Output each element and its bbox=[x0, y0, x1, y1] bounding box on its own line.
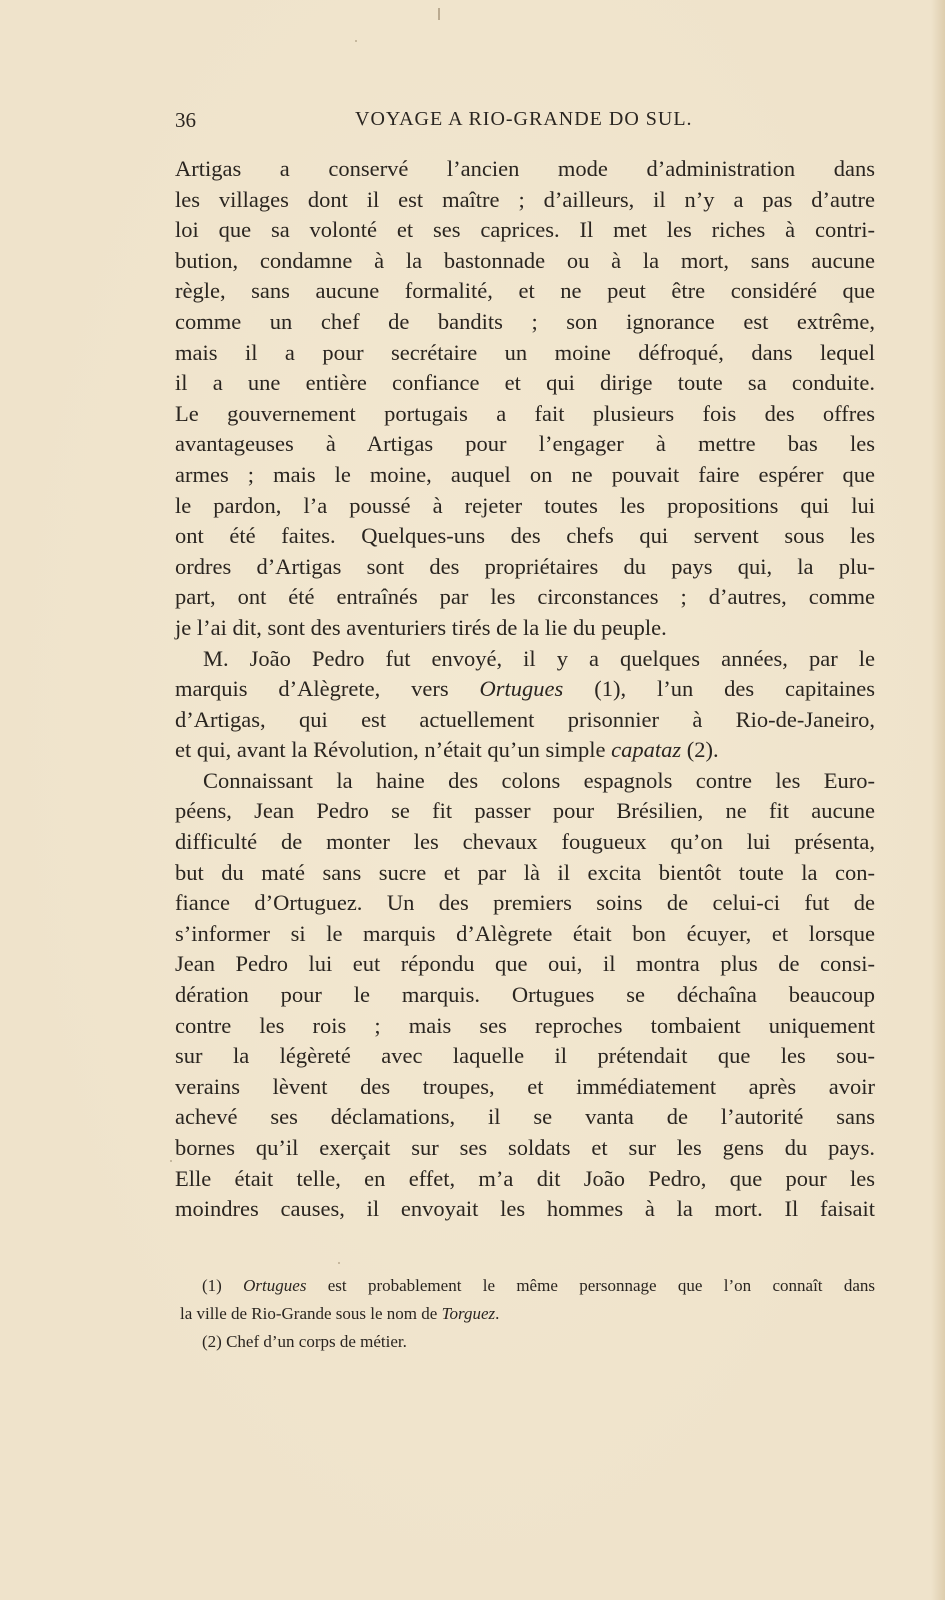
text-run: (2). bbox=[681, 737, 719, 763]
text-line: il a une entière confiance et qui dirige toute sa conduite. bbox=[175, 370, 875, 396]
paper-speck bbox=[355, 40, 357, 42]
text-line: le pardon, l’a poussé à rejeter toutes les propositions qui lui bbox=[175, 492, 875, 518]
text-line: moindres causes, il envoyait les hommes à la mort. Il faisait bbox=[175, 1196, 875, 1222]
running-header bbox=[175, 108, 875, 134]
paper-speck bbox=[170, 1160, 172, 1162]
text-line: part, ont été entraînés par les circonstances ; d’autres, comme bbox=[175, 584, 875, 610]
footnote-1 bbox=[180, 1272, 875, 1300]
text-run: est probablement le même personnage que l’on connaît dans bbox=[306, 1276, 876, 1295]
text-line: achevé ses déclamations, il se vanta de l’autorité sans bbox=[175, 1104, 875, 1130]
text-line: fiance d’Ortuguez. Un des premiers soins de celui-ci fut de bbox=[175, 890, 875, 916]
text-line bbox=[175, 735, 875, 766]
text-line: sur la légèreté avec laquelle il prétendait que les sou- bbox=[175, 1043, 875, 1069]
italic-name: Ortugues bbox=[243, 1276, 307, 1295]
page-edge-shadow bbox=[931, 0, 945, 1600]
text-run: (1), l’un des capitaines bbox=[563, 676, 876, 702]
text-line: contre les rois ; mais ses reproches tombaient uniquement bbox=[175, 1012, 875, 1038]
paper-speck bbox=[338, 1262, 340, 1264]
text-line: je l’ai dit, sont des aventuriers tirés de la lie du peuple. bbox=[175, 614, 667, 640]
text-line: péens, Jean Pedro se fit passer pour Brésilien, ne fit aucune bbox=[175, 798, 875, 824]
page-number: 36 bbox=[175, 108, 196, 132]
text-line: s’informer si le marquis d’Alègrete était bon écuyer, et lorsque bbox=[175, 920, 875, 946]
text-line: comme un chef de bandits ; son ignorance est extrême, bbox=[175, 308, 875, 334]
text-line: les villages dont il est maître ; d’ailleurs, il n’y a pas d’autre bbox=[175, 186, 875, 212]
text-line: difficulté de monter les chevaux fougueux qu’on lui présenta, bbox=[175, 829, 875, 855]
text-line: mais il a pour secrétaire un moine défroqué, dans lequel bbox=[175, 339, 875, 365]
text-run: . bbox=[495, 1304, 500, 1323]
text-line: Le gouvernement portugais a fait plusieurs fois des offres bbox=[175, 400, 875, 426]
text-line: bution, condamne à la bastonnade ou à la mort, sans aucune bbox=[175, 247, 875, 273]
text-line: Artigas a conservé l’ancien mode d’administration dans bbox=[175, 156, 875, 181]
text-line: Connaissant la haine des colons espagnols contre les Euro- bbox=[203, 767, 875, 793]
text-line: but du maté sans sucre et par là il excita bientôt toute la con- bbox=[175, 859, 875, 885]
text-line: M. João Pedro fut envoyé, il y a quelques années, par le bbox=[203, 645, 875, 671]
text-line: armes ; mais le moine, auquel on ne pouvait faire espérer que bbox=[175, 461, 875, 487]
footnote-1-continued bbox=[180, 1300, 875, 1328]
text-line bbox=[175, 674, 875, 705]
text-line: dération pour le marquis. Ortugues se déchaîna beaucoup bbox=[175, 982, 875, 1008]
running-title: VOYAGE A RIO-GRANDE DO SUL. bbox=[355, 108, 693, 130]
text-line: règle, sans aucune formalité, et ne peut être considéré que bbox=[175, 278, 875, 304]
text-line: Jean Pedro lui eut répondu que oui, il montra plus de consi- bbox=[175, 951, 875, 977]
text-line: d’Artigas, qui est actuellement prisonnier à Rio-de-Janeiro, bbox=[175, 706, 875, 732]
italic-name: Torguez bbox=[441, 1304, 496, 1323]
text-line: ont été faites. Quelques-uns des chefs qui servent sous les bbox=[175, 523, 875, 549]
footnote-2: (2) Chef d’un corps de métier. bbox=[202, 1332, 407, 1351]
text-line: ordres d’Artigas sont des propriétaires du pays qui, la plu- bbox=[175, 553, 875, 579]
text-run: la ville de Rio-Grande sous le nom de bbox=[180, 1304, 442, 1323]
text-run: et qui, avant la Révolution, n’était qu’un simple bbox=[175, 737, 612, 763]
footnotes bbox=[180, 1272, 875, 1356]
italic-name: Ortugues bbox=[479, 676, 564, 702]
text-line: loi que sa volonté et ses caprices. Il met les riches à contri- bbox=[175, 217, 875, 243]
text-line: verains lèvent des troupes, et immédiatement après avoir bbox=[175, 1073, 875, 1099]
body-text bbox=[175, 154, 875, 1225]
text-line: avantageuses à Artigas pour l’engager à mettre bas les bbox=[175, 431, 875, 457]
text-run: marquis d’Alègrete, vers bbox=[175, 676, 480, 702]
text-line: bornes qu’il exerçait sur ses soldats et sur les gens du pays. bbox=[175, 1135, 875, 1160]
text-line: Elle était telle, en effet, m’a dit João Pedro, que pour les bbox=[175, 1165, 875, 1191]
italic-term: capataz bbox=[611, 737, 682, 763]
footnote-marker: (1) bbox=[202, 1276, 244, 1295]
paper-speck bbox=[438, 8, 440, 20]
